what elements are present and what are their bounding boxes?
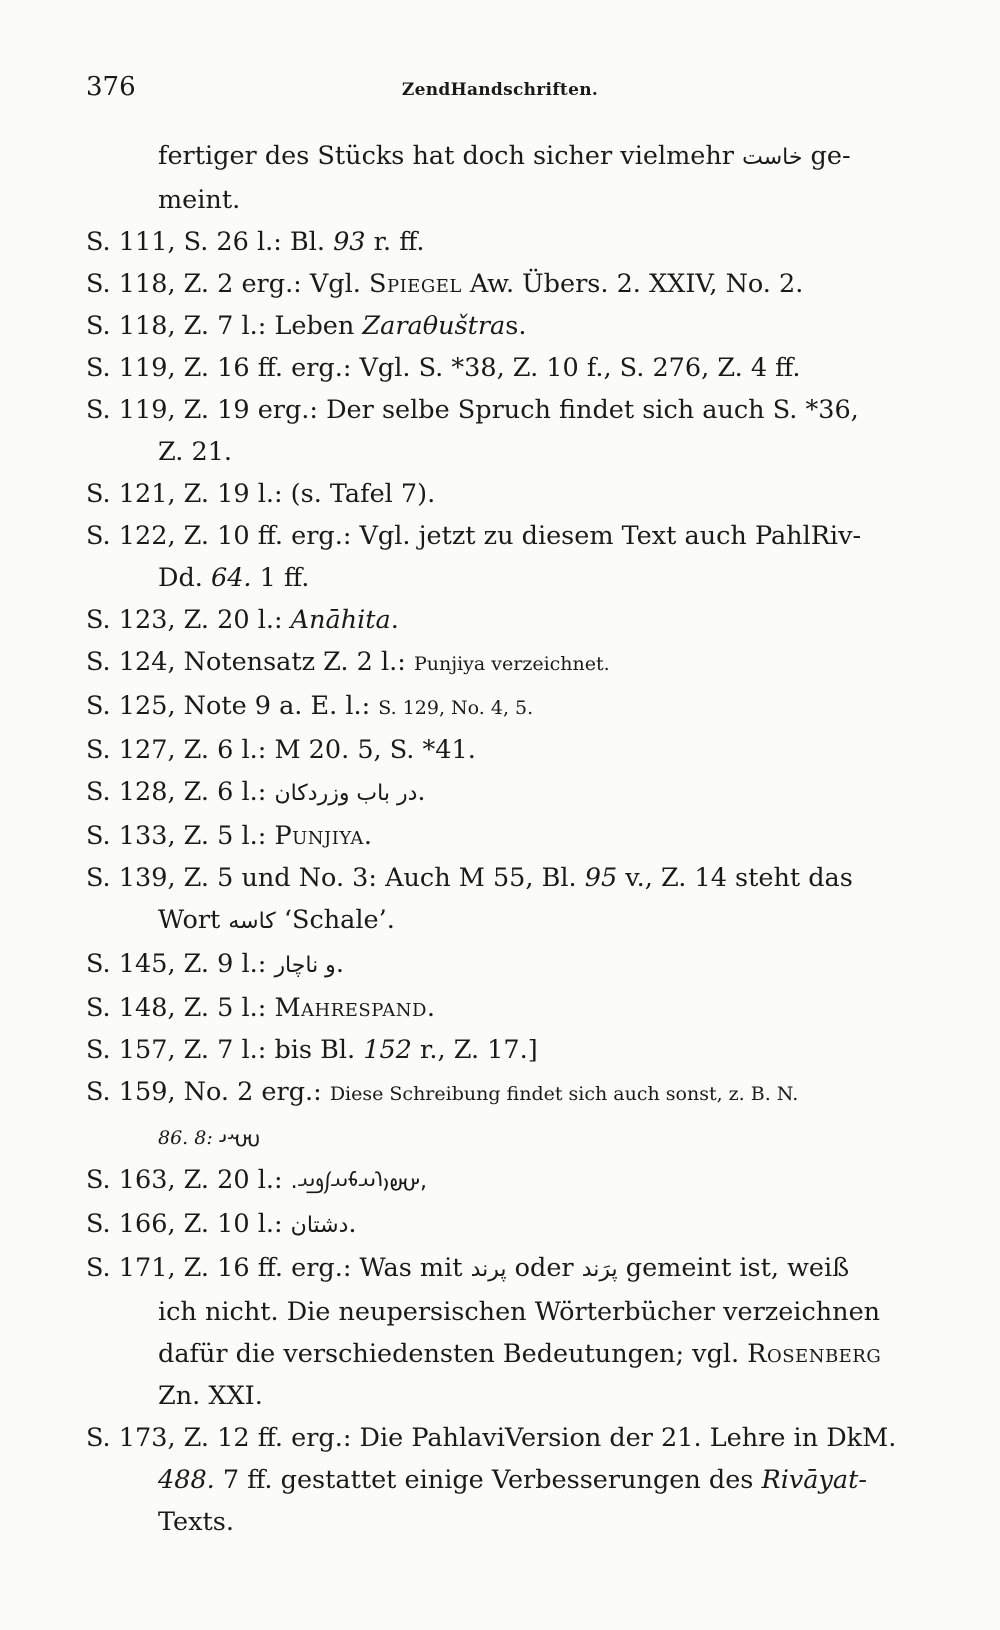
entry-line: S. 127, Z. 6 l.: M 20. 5, S. *41. <box>86 735 476 765</box>
text-line: ich nicht. Die neupersischen Wörterbücher verzeichnen <box>158 1297 881 1327</box>
text-line: 488. 7 ff. gestattet einige Verbesserungen des Rivāyat- <box>158 1465 867 1495</box>
entry-line: S. 111, S. 26 l.: Bl. 93 r. ff. <box>86 227 425 257</box>
text-line: Dd. 64. 1 ff. <box>158 563 310 593</box>
entry-line: S. 119, Z. 19 erg.: Der selbe Spruch findet sich auch S. *36, <box>86 395 859 425</box>
text-line: Texts. <box>158 1507 234 1537</box>
text-line: Wort کاسه ‘Schale’. <box>158 905 395 935</box>
entry-line: S. 124, Notensatz Z. 2 l.: Punjiya verzeichnet. <box>86 647 610 677</box>
page-number: 376 <box>86 72 136 102</box>
entry-line: S. 121, Z. 19 l.: (s. Tafel 7). <box>86 479 436 509</box>
entry-line: S. 125, Note 9 a. E. l.: S. 129, No. 4, 5. <box>86 691 534 721</box>
page-body <box>86 135 926 1543</box>
entry-line: S. 128, Z. 6 l.: در باب وزردکان. <box>86 777 426 807</box>
entry-line: S. 122, Z. 10 ff. erg.: Vgl. jetzt zu diesem Text auch PahlRiv- <box>86 521 862 551</box>
entry-line: S. 145, Z. 9 l.: و ناچار. <box>86 949 344 979</box>
entry-line: S. 133, Z. 5 l.: Punjiya. <box>86 821 372 851</box>
entry-line: S. 157, Z. 7 l.: bis Bl. 152 r., Z. 17.] <box>86 1035 538 1065</box>
entry-line: S. 159, No. 2 erg.: Diese Schreibung findet sich auch sonst, z. B. N. <box>86 1077 799 1107</box>
entry-line: S. 123, Z. 20 l.: Anāhita. <box>86 605 399 635</box>
entry-line: S. 118, Z. 7 l.: Leben Zaraθuštras. <box>86 311 527 341</box>
text-line: 86. 8: 𐬱𐬀𐬌 <box>158 1125 261 1150</box>
entry-line: S. 148, Z. 5 l.: Mahrespand. <box>86 993 436 1023</box>
entry-line: S. 139, Z. 5 und No. 3: Auch M 55, Bl. 95 v., Z. 14 steht das <box>86 863 853 893</box>
entry-line: S. 171, Z. 16 ff. erg.: Was mit پرند oder پرَند gemeint ist, weiß <box>86 1253 850 1283</box>
entry-line: S. 173, Z. 12 ff. erg.: Die PahlaviVersion der 21. Lehre in DkM. <box>86 1423 897 1453</box>
entry-line: S. 119, Z. 16 ff. erg.: Vgl. S. *38, Z. 10 f., S. 276, Z. 4 ff. <box>86 353 801 383</box>
running-head: ZendHandschriften. <box>401 80 599 100</box>
text-line: dafür die verschiedensten Bedeutungen; vgl. Rosenberg <box>158 1339 882 1369</box>
text-line: meint. <box>158 185 241 215</box>
text-line: Zn. XXI. <box>158 1381 263 1411</box>
text-line: fertiger des Stücks hat doch sicher vielmehr خاست ge- <box>158 141 851 171</box>
entry-line: S. 166, Z. 10 l.: دشتان. <box>86 1209 357 1239</box>
entry-line: S. 118, Z. 2 erg.: Vgl. Spiegel Aw. Übers. 2. XXIV, No. 2. <box>86 269 804 299</box>
text-line: Z. 21. <box>158 437 233 467</box>
entry-line: S. 163, Z. 20 l.: .𐬀𐬵𐬎𐬭𐬀𐬨𐬀𐬰𐬛𐬀, <box>86 1165 427 1195</box>
